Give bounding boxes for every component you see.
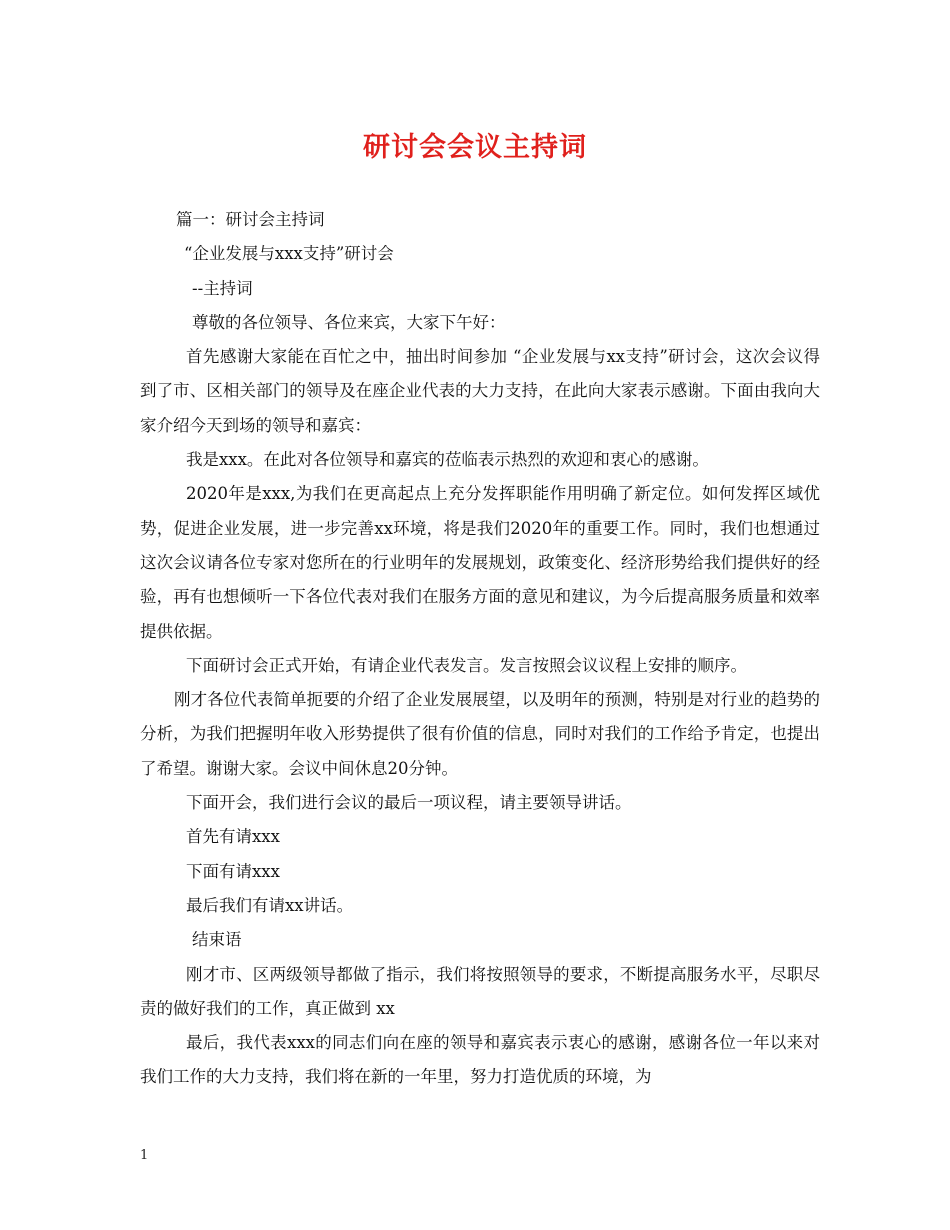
paragraph: 最后我们有请xx讲话。 bbox=[186, 895, 354, 915]
document-body bbox=[140, 203, 820, 1095]
paragraph: 下面开会，我们进行会议的最后一项议程，请主要领导讲话。 bbox=[186, 793, 632, 813]
greeting: 尊敬的各位领导、各位来宾，大家下午好： bbox=[192, 312, 506, 332]
paragraph: 刚才各位代表简单扼要的介绍了企业发展展望，以及明年的预测，特别是对行业的趋势的分析，为我们把握明年收入形势提供了很有价值的信息，同时对我们的工作给予肯定，也提出了希望。谢谢大家。会议中间休息20分钟。 bbox=[140, 690, 820, 778]
paragraph: 2020年是xxx,为我们在更高起点上充分发挥职能作用明确了新定位。如何发挥区域优势，促进企业发展，进一步完善xx环境，将是我们2020年的重要工作。同时，我们也想通过这次会议请各位专家对您所在的行业明年的发展规划，政策变化、经济形势给我们提供好的经验，再有也想倾听一下各位代表对我们在服务方面的意见和建议，为今后提高服务质量和效率提供依据。 bbox=[140, 484, 820, 641]
paragraph: 下面研讨会正式开始，有请企业代表发言。发言按照会议议程上安排的顺序。 bbox=[186, 655, 747, 675]
section-heading: 篇一：研讨会主持词 bbox=[176, 210, 325, 229]
subtitle: --主持词 bbox=[192, 278, 253, 298]
paragraph: 首先感谢大家能在百忙之中，抽出时间参加 “企业发展与xx支持”研讨会，这次会议得到了市、区相关部门的领导及在座企业代表的大力支持，在此向大家表示感谢。下面由我向大家介绍今天到场的领导和嘉宾： bbox=[140, 347, 820, 435]
paragraph: 我是xxx。在此对各位领导和嘉宾的莅临表示热烈的欢迎和衷心的感谢。 bbox=[186, 450, 709, 470]
page-number: 1 bbox=[140, 1148, 149, 1163]
event-name: “企业发展与xxx支持”研讨会 bbox=[184, 244, 394, 264]
paragraph: 刚才市、区两级领导都做了指示，我们将按照领导的要求，不断提高服务水平，尽职尽责的做好我们的工作，真正做到 xx bbox=[140, 964, 820, 1018]
paragraph: 最后，我代表xxx的同志们向在座的领导和嘉宾表示衷心的感谢，感谢各位一年以来对我们工作的大力支持，我们将在新的一年里，努力打造优质的环境，为 bbox=[140, 1033, 820, 1087]
paragraph: 首先有请xxx bbox=[186, 827, 280, 847]
closing-heading: 结束语 bbox=[192, 930, 242, 950]
document-title: 研讨会会议主持词 bbox=[363, 132, 587, 163]
paragraph: 下面有请xxx bbox=[186, 861, 280, 881]
